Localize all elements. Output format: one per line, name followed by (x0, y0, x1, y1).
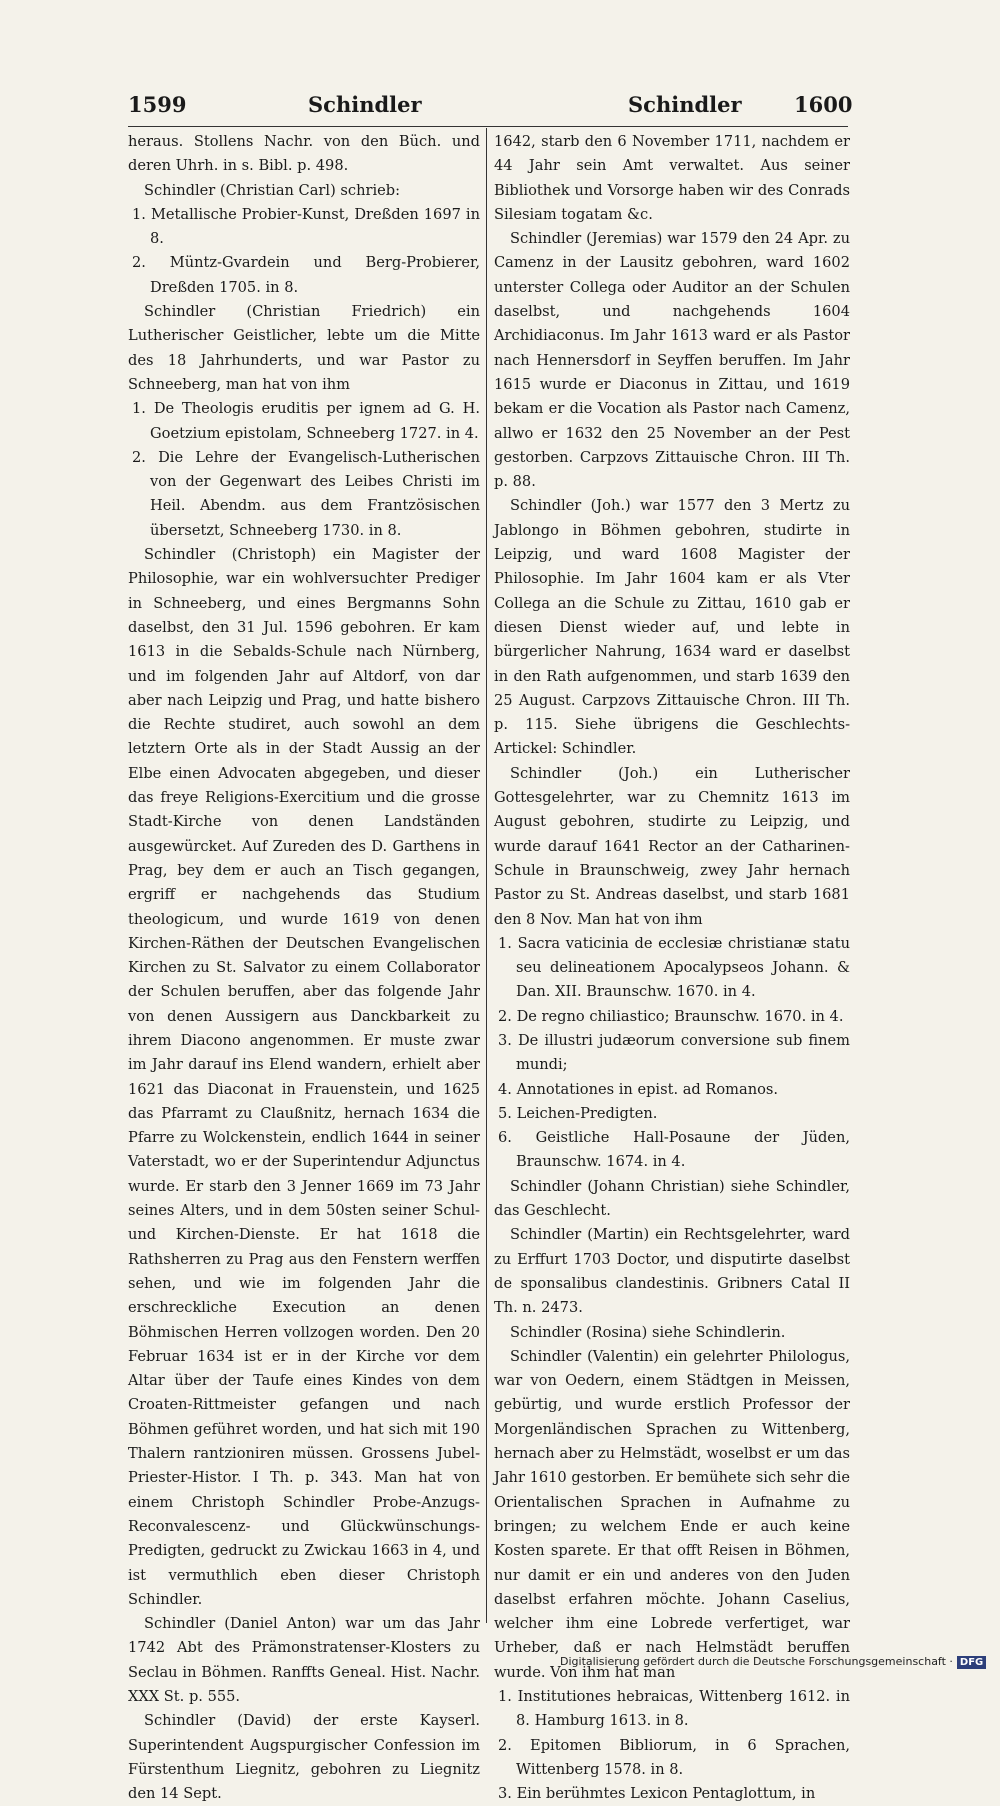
footer-credit (560, 1655, 984, 1677)
running-header (128, 92, 853, 122)
list-item: 1. Institutiones hebraicas, Wittenberg 1612. in 8. Hamburg 1613. in 8. (498, 1688, 850, 1730)
column-divider (486, 128, 487, 1623)
list-item: 2. Müntz-Gvardein und Berg-Probierer, Dreßden 1705. in 8. (132, 254, 480, 296)
paragraph: heraus. Stollens Nachr. von den Büch. und deren Uhrh. in s. Bibl. p. 498. (128, 133, 480, 175)
paragraph: Schindler (Martin) ein Rechtsgelehrter, ward zu Erffurt 1703 Doctor, und disputirte daselbst de sponsalibus clandestinis. Gribners Catal II Th. n. 2473. (494, 1226, 850, 1317)
paragraph: Schindler (Jeremias) war 1579 den 24 Apr. zu Camenz in der Lausitz gebohren, ward 1602 unterster Collega oder Auditor an der Schulen daselbst, und nachgehends 1604 Archidiaconus. Im Jahr 1613 ward er als Pastor nach Hennersdorf in Seyffen beruffen. Im Jahr 1615 wurde er Diaconus in Zittau, und 1619 bekam er die Vocation als Pastor nach Camenz, allwo er 1632 den 25 November an der Pest gestorben. Carpzovs Zittauische Chron. III Th. p. 88. (494, 230, 850, 491)
paragraph: Schindler (Christian Friedrich) ein Lutherischer Geistlicher, lebte um die Mitte des 18 Jahrhunderts, und war Pastor zu Schneeberg, man hat von ihm (128, 303, 480, 393)
list-item: 5. Leichen-Predigten. (498, 1104, 658, 1122)
list-item: 3. De illustri judæorum conversione sub finem mundi; (498, 1031, 850, 1074)
list-item: 1. Metallische Probier-Kunst, Dreßden 1697 in 8. (132, 205, 480, 248)
list-item: 2. Die Lehre der Evangelisch-Lutherischen von der Gegenwart des Leibes Christi im Heil. Abendm. aus dem Frantzösischen übersetzt, Schneeberg 1730. in 8. (132, 448, 480, 539)
left-column (128, 130, 480, 1803)
paragraph: 1642, starb den 6 November 1711, nachdem er 44 Jahr sein Amt verwaltet. Aus seiner Bibliothek und Vorsorge haben wir des Conrads Silesiam togatam &c. (494, 133, 850, 223)
dfg-logo: DFG (957, 1656, 986, 1669)
right-page-number: 1600 (794, 92, 853, 117)
paragraph: Schindler (Daniel Anton) war um das Jahr 1742 Abt des Prämonstratenser-Klosters zu Seclau in Böhmen. Ranffts Geneal. Hist. Nachr. XXX St. p. 555. (128, 1615, 480, 1705)
list-item: 1. Sacra vaticinia de ecclesiæ christianæ statu seu delineationem Apocalypseos Johann. & Dan. XII. Braunschw. 1670. in 4. (498, 934, 850, 1001)
paragraph: Schindler (Johann Christian) siehe Schindler, das Geschlecht. (494, 1177, 850, 1220)
paragraph: Schindler (Christian Carl) schrieb: (144, 181, 401, 199)
paragraph: Schindler (Joh.) war 1577 den 3 Mertz zu Jablongo in Böhmen gebohren, studirte in Leipzig, und ward 1608 Magister der Philosophie. Im Jahr 1604 kam er als Vter Collega an die Schule zu Zittau, 1610 gab er diesen Dienst wieder auf, und lebte in bürgerlicher Nahrung, 1634 ward er daselbst in den Rath aufgenommen, und starb 1639 den 25 August. Carpzovs Zittauische Chron. III Th. p. 115. Siehe übrigens die Geschlechts-Artickel: Schindler. (494, 497, 850, 758)
left-page-number: 1599 (128, 92, 187, 117)
right-running-title: Schindler (628, 92, 742, 117)
paragraph: Schindler (Joh.) ein Lutherischer Gottesgelehrter, war zu Chemnitz 1613 im August gebohren, studirte zu Leipzig, und wurde darauf 1641 Rector an der Catharinen-Schule in Braunschweig, zwey Jahr hernach Pastor zu St. Andreas daselbst, und starb 1681 den 8 Nov. Man hat von ihm (494, 764, 850, 928)
header-rule (128, 126, 848, 127)
list-item: 1. De Theologis eruditis per ignem ad G. H. Goetzium epistolam, Schneeberg 1727. in 4. (132, 400, 480, 442)
paragraph: Schindler (Rosina) siehe Schindlerin. (510, 1323, 786, 1341)
list-item: 6. Geistliche Hall-Posaune der Jüden, Braunschw. 1674. in 4. (498, 1129, 850, 1171)
list-item: 2. De regno chiliastico; Braunschw. 1670. in 4. (498, 1007, 844, 1025)
list-item: 3. Ein berühmtes Lexicon Pentaglottum, in (498, 1785, 816, 1803)
paragraph: Schindler (Christoph) ein Magister der Philosophie, war ein wohlversuchter Prediger in Schneeberg, und eines Bergmanns Sohn daselbst, den 31 Jul. 1596 gebohren. Er kam 1613 in die Sebalds-Schule nach Nürnberg, und im folgenden Jahr auf Altdorf, von dar aber nach Leipzig und Prag, und hatte bishero die Rechte studiret, auch sowohl an dem letztern Orte als in der Stadt Aussig an der Elbe einen Advocaten abgegeben, und dieser das freye Religions-Exercitium und die grosse Stadt-Kirche von denen Landständen ausgewürcket. Auf Zureden des D. Garthens in Prag, bey dem er auch an Tisch gegangen, ergriff er nachgehends das Studium theologicum, und wurde 1619 von denen Kirchen-Räthen der Deutschen Evangelischen Kirchen zu St. Salvator zu einem Collaborator der Schulen beruffen, aber das folgende Jahr von denen Aussigern aus Danckbarkeit zu ihrem Diacono angenommen. Er muste zwar im Jahr darauf ins Elend wandern, erhielt aber 1621 das Diaconat in Frauenstein, und 1625 das Pfarramt zu Claußnitz, hernach 1634 die Pfarre zu Wolckenstein, endlich 1644 in seiner Vaterstadt, wo er der Superintendur Adjunctus wurde. Er starb den 3 Jenner 1669 im 73 Jahr seines Alters, und in dem 50sten seiner Schul- und Kirchen-Dienste. Er hat 1618 die Rathsherren zu Prag aus den Fenstern werffen sehen, und wie im folgenden Jahr die erschreckliche Execution an denen Böhmischen Herren vollzogen worden. Den 20 Februar 1634 ist er in der Kirche vor dem Altar über der Taufe eines Kindes von dem Croaten-Rittmeister gefangen und nach Böhmen geführet worden, und hat sich mit 190 Thalern rantzioniren müssen. Grossens Jubel-Priester-Histor. I Th. p. 343. Man hat von einem Christoph Schindler Probe-Anzugs-Reconvalescenz- und Glückwünschungs-Predigten, gedruckt zu Zwickau 1663 in 4, und ist vermuthlich eben dieser Christoph Schindler. (128, 546, 480, 1608)
list-item: 4. Annotationes in epist. ad Romanos. (498, 1080, 779, 1098)
footer-text: Digitalisierung gefördert durch die Deutsche Forschungsgemeinschaft · (560, 1655, 953, 1668)
left-running-title: Schindler (308, 92, 422, 117)
paragraph: Schindler (David) der erste Kayserl. Superintendent Augspurgischer Confession im Fürstenthum Liegnitz, gebohren zu Liegnitz den 14 Sept. (128, 1712, 480, 1803)
paragraph: Schindler (Valentin) ein gelehrter Philologus, war von Oedern, einem Städtgen in Meissen, gebürtig, und wurde erstlich Professor der Morgenländischen Sprachen zu Wittenberg, hernach aber zu Helmstädt, woselbst er um das Jahr 1610 gestorben. Er bemühete sich sehr die Orientalischen Sprachen in Aufnahme zu bringen; zu welchem Ende er auch keine Kosten sparete. Er that offt Reisen in Böhmen, nur damit er ein und anderes von den Juden daselbst erfahren möchte. Johann Caselius, welcher ihm eine Lobrede verfertiget, war Urheber, daß er nach Helmstädt beruffen wurde. Von ihm hat man (494, 1347, 850, 1681)
list-item: 2. Epitomen Bibliorum, in 6 Sprachen, Wittenberg 1578. in 8. (498, 1736, 850, 1778)
